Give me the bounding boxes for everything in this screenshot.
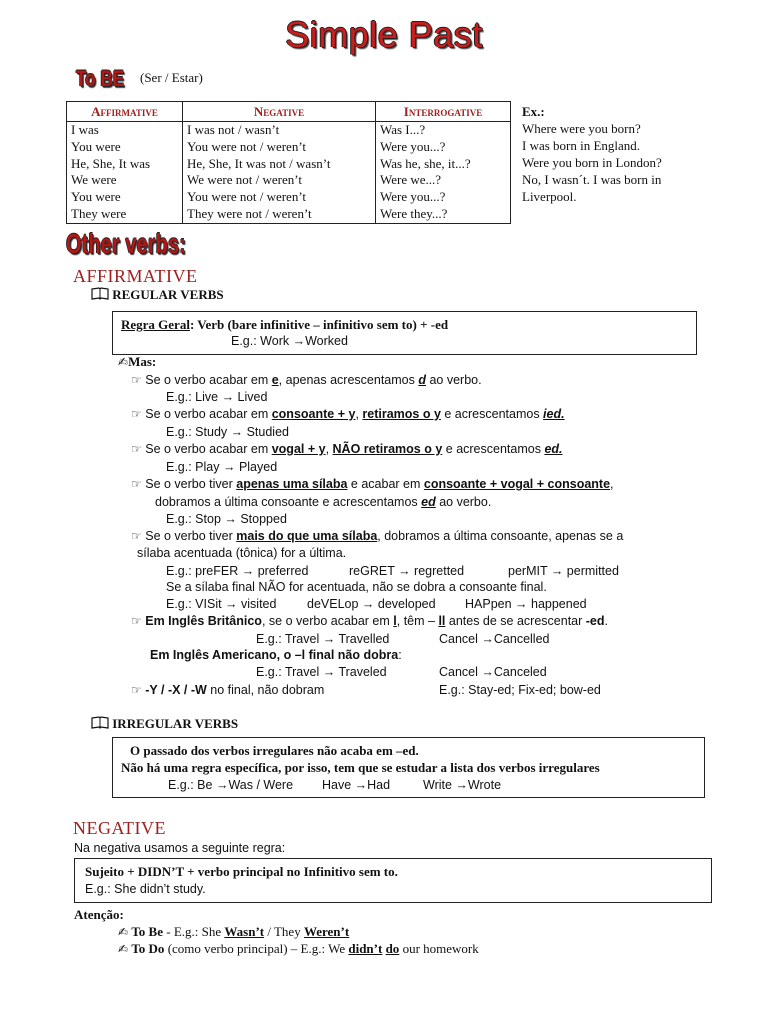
rule-item-7 [131, 683, 324, 697]
rule-key: Weren’t [303, 924, 350, 939]
rule-text: Se o verbo acabar em [145, 407, 272, 421]
rule-text: e acrescentamos [442, 442, 545, 456]
table-cell: They were not / weren’t [183, 206, 376, 223]
rule-suffix: d [418, 373, 426, 387]
table-row [67, 139, 511, 156]
rule-text: e acabar em [347, 477, 424, 491]
rule-text: our homework [399, 941, 479, 956]
table-row [67, 189, 511, 206]
irregular-line-2: Não há uma regra específica, por isso, tem que se estudar a lista dos verbos irregulares [121, 760, 600, 775]
rule-item-4 [131, 477, 614, 491]
rule-key: vogal + y [271, 442, 326, 456]
table-cell: Was I...? [376, 122, 511, 139]
rule-example: E.g.: preFER → preferred [166, 564, 309, 578]
rule-key: Wasn’t [224, 924, 265, 939]
table-cell: You were not / weren’t [183, 139, 376, 156]
rule-key: e [271, 373, 279, 387]
to-be-table [66, 101, 511, 224]
table-cell: He, She, It was [67, 156, 183, 173]
rule-example: reGRET → regretted [349, 564, 465, 578]
rule-item-5-cont: sílaba acentuada (tônica) for a última. [137, 546, 347, 560]
table-row [67, 172, 511, 189]
col-negative: Negative [183, 102, 376, 122]
rule-example: E.g.: Live → Lived [166, 390, 268, 404]
table-cell: We were not / weren’t [183, 172, 376, 189]
rule-example: Cancel →Cancelled [439, 632, 550, 646]
rule-text: ao verbo. [425, 373, 482, 387]
rule-key: mais do que uma sílaba [236, 529, 378, 543]
pointing-hand-icon: ☞ [131, 477, 142, 491]
example-line: No, I wasn´t. I was born in [522, 172, 662, 187]
table-cell: Was he, she, it...? [376, 156, 511, 173]
irregular-example: Have →Had [322, 778, 391, 792]
rule-text: e acrescentamos [440, 407, 544, 421]
rule-key: -Y / -X / -W [145, 683, 207, 697]
example-line: Liverpool. [522, 189, 577, 204]
atencao-item-tobe [118, 924, 349, 940]
pointing-hand-icon: ☞ [131, 442, 142, 456]
example-line: Were you born in London? [522, 155, 662, 170]
rule-example: perMIT → permitted [508, 564, 619, 578]
irregular-example: Write →Wrote [423, 778, 502, 792]
rule-item-6 [131, 614, 608, 628]
rule-line [121, 317, 448, 333]
rule-example: E.g.: Play → Played [166, 460, 278, 474]
rule-example: E.g.: Stay-ed; Fix-ed; bow-ed [439, 683, 601, 697]
rule-item-4-cont [155, 495, 491, 509]
rule-item-5 [131, 529, 623, 543]
rule-example: HAPpen → happened [465, 597, 587, 611]
rule-label: Regra Geral [121, 317, 190, 332]
table-row [67, 206, 511, 223]
table-cell: I was [67, 122, 183, 139]
negative-intro: Na negativa usamos a seguinte regra: [74, 841, 286, 855]
rule-key: didn’t [348, 941, 383, 956]
col-affirmative: Affirmative [67, 102, 183, 122]
rule-example: E.g.: Travel → Travelled [256, 632, 390, 646]
to-be-subtitle: (Ser / Estar) [140, 70, 203, 85]
rule-note: Se a sílaba final NÃO for acentuada, não se dobra a consoante final. [166, 580, 547, 594]
rule-key: To Do [131, 941, 165, 956]
table-cell: Were you...? [376, 189, 511, 206]
rule-text: antes de se acrescentar [445, 614, 586, 628]
irregular-line-1: O passado dos verbos irregulares não acaba em –ed. [130, 743, 419, 758]
pointing-hand-icon: ☞ [131, 373, 142, 387]
rule-text: Se o verbo acabar em [145, 442, 272, 456]
rule-suffix: ied. [543, 407, 565, 421]
rule-text: Se o verbo tiver [145, 529, 237, 543]
page-title: Simple Past [285, 14, 483, 55]
table-row [67, 156, 511, 173]
regular-verbs-text: REGULAR VERBS [112, 287, 224, 302]
rule-example: deVELop → developed [307, 597, 436, 611]
affirmative-heading: AFFIRMATIVE [73, 266, 198, 286]
rule-text: , se o verbo acabar em [261, 614, 394, 628]
table-cell: He, She, It was not / wasn’t [183, 156, 376, 173]
book-icon [91, 716, 109, 729]
rule-text: , [355, 407, 363, 421]
table-cell: Were we...? [376, 172, 511, 189]
rule-key: -ed [585, 614, 605, 628]
rule-text: / They [264, 924, 304, 939]
rule-item-2 [131, 407, 565, 421]
irregular-example: E.g.: Be →Was / Were [168, 778, 294, 792]
rule-text: dobramos a última consoante e acrescentamos [155, 495, 422, 509]
table-cell: You were [67, 139, 183, 156]
pointing-hand-icon: ☞ [131, 614, 142, 628]
rule-example: Cancel →Canceled [439, 665, 547, 679]
rule-item-1 [131, 373, 482, 387]
irregular-verbs-label [91, 716, 238, 732]
rule-key: consoante + vogal + consoante [423, 477, 611, 491]
table-cell: You were [67, 189, 183, 206]
rule-text: , têm – [396, 614, 439, 628]
book-icon [91, 287, 109, 300]
example-line: Where were you born? [522, 121, 641, 136]
rule-suffix: ed [421, 495, 436, 509]
writing-hand-icon: ✍ [118, 925, 129, 939]
rule-key: do [385, 941, 400, 956]
rule-example: E.g.: Stop → Stopped [166, 512, 287, 526]
rule-example: E.g.: Travel → Traveled [256, 665, 387, 679]
table-row [67, 122, 511, 139]
rule-key: retiramos o y [362, 407, 441, 421]
rule-text: , [325, 442, 333, 456]
mas-line [118, 354, 156, 370]
irregular-verbs-text: IRREGULAR VERBS [112, 716, 239, 731]
rule-text: no final, não dobram [206, 683, 325, 697]
rule-key: Em Inglês Americano, o –l final não dobra [150, 648, 399, 662]
table-cell: Were they...? [376, 206, 511, 223]
examples-label: Ex.: [522, 104, 545, 119]
example-line: I was born in England. [522, 138, 641, 153]
table-cell: I was not / wasn’t [183, 122, 376, 139]
rule-item-6-am [150, 648, 402, 662]
table-cell: They were [67, 206, 183, 223]
examples-block [522, 103, 722, 205]
writing-hand-icon: ✍ [118, 355, 129, 369]
rule-key: NÃO retiramos o y [332, 442, 443, 456]
rule-text: , apenas acrescentamos [278, 373, 419, 387]
rule-text: Se o verbo acabar em [145, 373, 272, 387]
rule-text: Se o verbo tiver [145, 477, 237, 491]
rule-key: l [393, 614, 397, 628]
negative-rule: Sujeito + DIDN’T + verbo principal no Infinitivo sem to. [85, 864, 398, 879]
rule-example: E.g.: Study → Studied [166, 425, 289, 439]
rule-key: Em Inglês Britânico [145, 614, 262, 628]
writing-hand-icon: ✍ [118, 942, 129, 956]
negative-heading: NEGATIVE [73, 818, 166, 838]
to-be-heading: To BE [76, 66, 125, 91]
mas-label: Mas: [128, 354, 157, 369]
atencao-item-todo [118, 941, 479, 957]
rule-item-3 [131, 442, 563, 456]
rule-text: , dobramos a última consoante, apenas se a [377, 529, 624, 543]
pointing-hand-icon: ☞ [131, 683, 142, 697]
rule-key: consoante + y [271, 407, 356, 421]
rule-text: ao verbo. [435, 495, 492, 509]
rule-text: . [604, 614, 608, 628]
other-verbs-heading: Other verbs: [66, 228, 186, 259]
rule-text: , [610, 477, 614, 491]
pointing-hand-icon: ☞ [131, 529, 142, 543]
rule-text: : Verb (bare infinitive – infinitivo sem to) + -ed [189, 317, 449, 332]
rule-text: - E.g.: She [162, 924, 225, 939]
rule-example: E.g.: Work →Worked [231, 334, 348, 348]
atencao-label: Atenção: [74, 907, 124, 922]
col-interrogative: Interrogative [376, 102, 511, 122]
table-cell: We were [67, 172, 183, 189]
rule-key: ll [438, 614, 446, 628]
rule-example: E.g.: VISit → visited [166, 597, 277, 611]
pointing-hand-icon: ☞ [131, 407, 142, 421]
negative-rule-example: E.g.: She didn’t study. [85, 882, 206, 896]
regular-verbs-label [91, 287, 224, 303]
table-cell: Were you...? [376, 139, 511, 156]
rule-text: : [398, 648, 402, 662]
rule-suffix: ed. [544, 442, 563, 456]
rule-key: apenas uma sílaba [236, 477, 348, 491]
rule-text: (como verbo principal) – E.g.: We [164, 941, 349, 956]
rule-key: To Be [131, 924, 163, 939]
table-cell: You were not / weren’t [183, 189, 376, 206]
